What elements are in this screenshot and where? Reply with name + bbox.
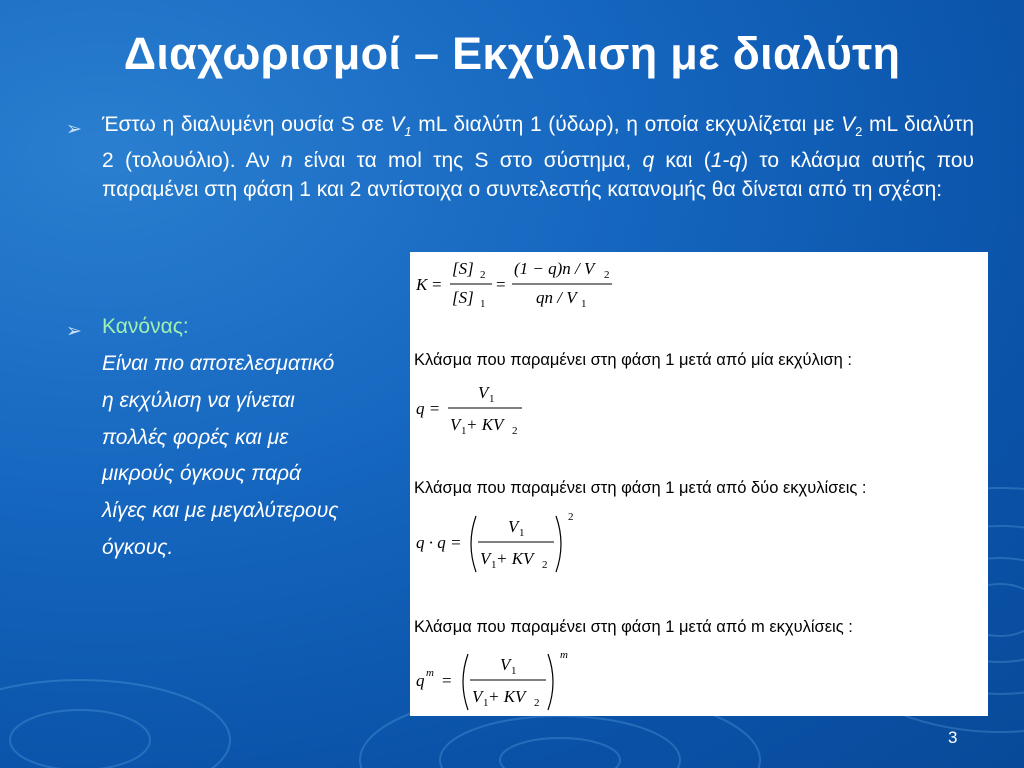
eq3-exponent: 2	[568, 511, 574, 523]
eq1-num-sub: 2	[480, 269, 486, 281]
slide-number: 3	[948, 728, 958, 747]
eq2-num: V	[478, 383, 489, 402]
bullet-arrow-icon: ➢	[66, 119, 82, 140]
eq1-equals: =	[432, 275, 442, 294]
caption-m-extractions: Κλάσμα που παραμένει στη φάση 1 μετά από m εκχυλίσεις :	[414, 618, 853, 636]
eq2-den-b-sub: 2	[512, 425, 518, 437]
eq4-den-a-sub: 1	[483, 697, 489, 709]
eq4-equals: =	[442, 671, 452, 690]
partition-coefficient-formula	[410, 252, 630, 318]
var-v2-sub: 2	[855, 124, 863, 140]
eq1-num2-sub: 2	[604, 269, 610, 281]
rule-line: πολλές φορές και με	[102, 425, 289, 449]
eq2-den-plus: + KV	[466, 415, 504, 434]
eq1-den: [S]	[452, 288, 474, 307]
eq4-q: q	[416, 671, 425, 690]
eq4-den-b-sub: 2	[534, 697, 540, 709]
eq1-equals-2: =	[496, 275, 506, 294]
eq1-num: [S]	[452, 259, 474, 278]
eq3-den-b-sub: 2	[542, 559, 548, 571]
eq4-exponent: m	[560, 649, 568, 661]
eq3-lhs: q · q =	[416, 533, 462, 552]
intro-text-6: ) το κλάσμα αυτής που παραμένει στη φάση 1 και 2 αντίστοιχα ο συντελεστής κατανομής θα δίνεται από τη σχέση:	[102, 149, 974, 202]
eq2-lhs: q =	[416, 399, 441, 418]
rule-line: λίγες και με μεγαλύτερους	[102, 499, 339, 523]
rule-line: Είναι πιο αποτελεσματικό	[102, 352, 335, 375]
eq3-den-plus: + KV	[496, 549, 534, 568]
eq2-den-a-sub: 1	[461, 425, 467, 437]
intro-text-1: Έστω η διαλυμένη ουσία S σε	[102, 113, 391, 136]
intro-text-5: και (	[654, 149, 711, 173]
rule-line: μικρούς όγκους παρά	[102, 462, 302, 486]
eq1-K: K	[416, 275, 428, 294]
formula-panel	[410, 252, 988, 716]
intro-text-4: είναι τα mol της S στο σύστημα,	[292, 149, 643, 173]
bullet-arrow-icon-2: ➢	[66, 321, 82, 342]
rule-body	[102, 346, 402, 567]
intro-text-2: mL διαλύτη 1 (ύδωρ), η οποία εκχυλίζεται με	[411, 113, 842, 136]
eq2-den-a: V	[450, 415, 461, 434]
double-extraction-formula	[410, 508, 590, 580]
eq3-den-a-sub: 1	[491, 559, 497, 571]
eq1-den2: qn / V	[536, 288, 577, 307]
eq3-den-a: V	[480, 549, 491, 568]
eq4-den-plus: + KV	[488, 687, 526, 706]
eq4-num-sub: 1	[511, 665, 517, 677]
eq2-num-sub: 1	[489, 393, 495, 405]
var-v1-sub: 1	[404, 124, 412, 140]
caption-one-extraction: Κλάσμα που παραμένει στη φάση 1 μετά από μία εκχύλιση :	[414, 351, 853, 369]
eq1-den2-sub: 1	[581, 298, 587, 310]
eq3-num: V	[508, 517, 519, 536]
var-one-minus-q: 1-q	[710, 149, 742, 173]
slide-title: Διαχωρισμοί – Εκχύλιση με διαλύτη	[123, 28, 901, 79]
single-extraction-formula	[410, 380, 550, 442]
rule-line: η εκχύλιση να γίνεται	[102, 388, 295, 412]
caption-two-extractions: Κλάσμα που παραμένει στη φάση 1 μετά από δύο εκχυλίσεις :	[414, 479, 867, 497]
var-q: q	[642, 149, 655, 173]
rule-line: όγκους.	[102, 535, 174, 559]
intro-paragraph	[102, 110, 974, 204]
eq3-num-sub: 1	[519, 527, 525, 539]
m-extractions-formula	[410, 646, 590, 716]
intro-text-3: mL διαλύτη 2 (τολουόλιο). Αν	[102, 113, 975, 173]
eq1-num2: (1 − q)n / V	[514, 259, 595, 278]
var-n: n	[281, 149, 293, 173]
eq1-den-sub: 1	[480, 298, 486, 310]
eq4-num: V	[500, 655, 511, 674]
rule-heading: Κανόνας:	[102, 315, 189, 338]
var-v2: V	[841, 113, 856, 136]
var-v1: V	[390, 113, 405, 136]
eq4-q-exponent: m	[426, 667, 434, 679]
eq4-den-a: V	[472, 687, 483, 706]
